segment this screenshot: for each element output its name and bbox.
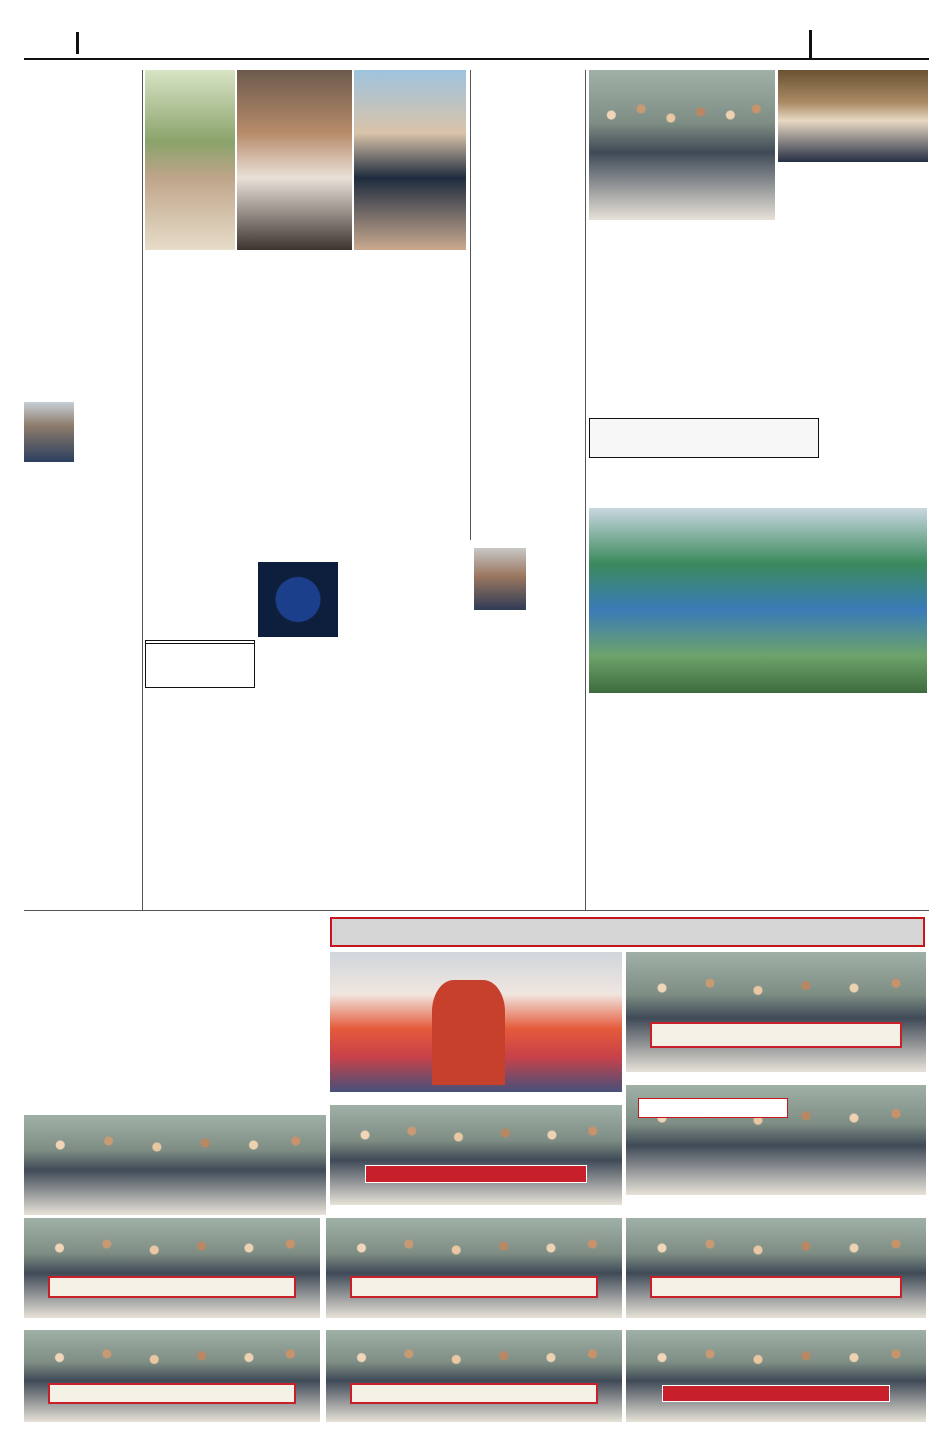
photo-college-foundation — [24, 1115, 326, 1215]
story-college — [24, 948, 174, 1113]
story-fifa — [145, 518, 255, 618]
section-divider — [24, 910, 929, 911]
story-maradona — [342, 562, 468, 907]
photo-mayday-rally-bogura — [626, 952, 926, 1072]
masthead-divider — [76, 32, 79, 54]
column-divider — [470, 70, 471, 540]
story-maradona-head — [258, 518, 468, 560]
column-divider — [142, 70, 143, 910]
story-real-madrid — [589, 460, 819, 505]
photo-motor-drivers — [626, 1218, 926, 1318]
photo-cricketer-3 — [354, 70, 466, 250]
story-worker-party-head — [178, 917, 326, 947]
photo-pourashava-union — [326, 1218, 622, 1318]
photo-eid-prayer — [589, 70, 775, 220]
story-t20-ranking — [474, 70, 583, 510]
photo-hotel-union — [326, 1330, 622, 1422]
story-worker-party — [178, 948, 326, 1113]
story-award — [24, 372, 140, 907]
story-real-madrid-head — [589, 418, 819, 458]
photo-stephen-fry — [778, 70, 928, 162]
story-cricketers — [145, 328, 468, 513]
newspaper-logo — [809, 30, 929, 58]
story-taskin — [474, 612, 583, 907]
story-eid-club — [589, 270, 819, 415]
story-taskin-head — [474, 518, 583, 548]
photo-jewel-rana — [24, 402, 74, 462]
photo-mayday-speech — [330, 952, 622, 1092]
photo-taskin — [474, 548, 526, 610]
story-hockey — [24, 70, 140, 370]
story-goldcup-head — [589, 696, 927, 718]
photo-sramik-league — [24, 1218, 320, 1318]
story-mcc-head — [823, 164, 928, 216]
photo-caption — [626, 1196, 926, 1212]
photo-cricketer-1 — [145, 70, 235, 250]
story-cricketers-head — [145, 252, 468, 324]
photo-football-team — [589, 508, 927, 693]
story-goldcup — [589, 720, 927, 905]
tv-schedule-title — [146, 641, 254, 644]
story-college-head — [24, 917, 174, 947]
photo-press-club — [626, 1085, 926, 1195]
mayday-banner — [330, 917, 925, 947]
photo-nilphamari-rally — [330, 1105, 622, 1205]
photo-maradona-jersey — [258, 562, 338, 637]
column-divider — [585, 70, 586, 910]
story-maradona-cont — [258, 640, 340, 907]
masthead — [24, 30, 929, 60]
tv-schedule-box — [145, 640, 255, 688]
photo-trade-union — [626, 1330, 926, 1422]
story-mcc — [823, 216, 928, 506]
photo-construction-workers — [24, 1330, 320, 1422]
banner-text — [639, 1099, 643, 1109]
photo-cricketer-2 — [237, 70, 352, 250]
